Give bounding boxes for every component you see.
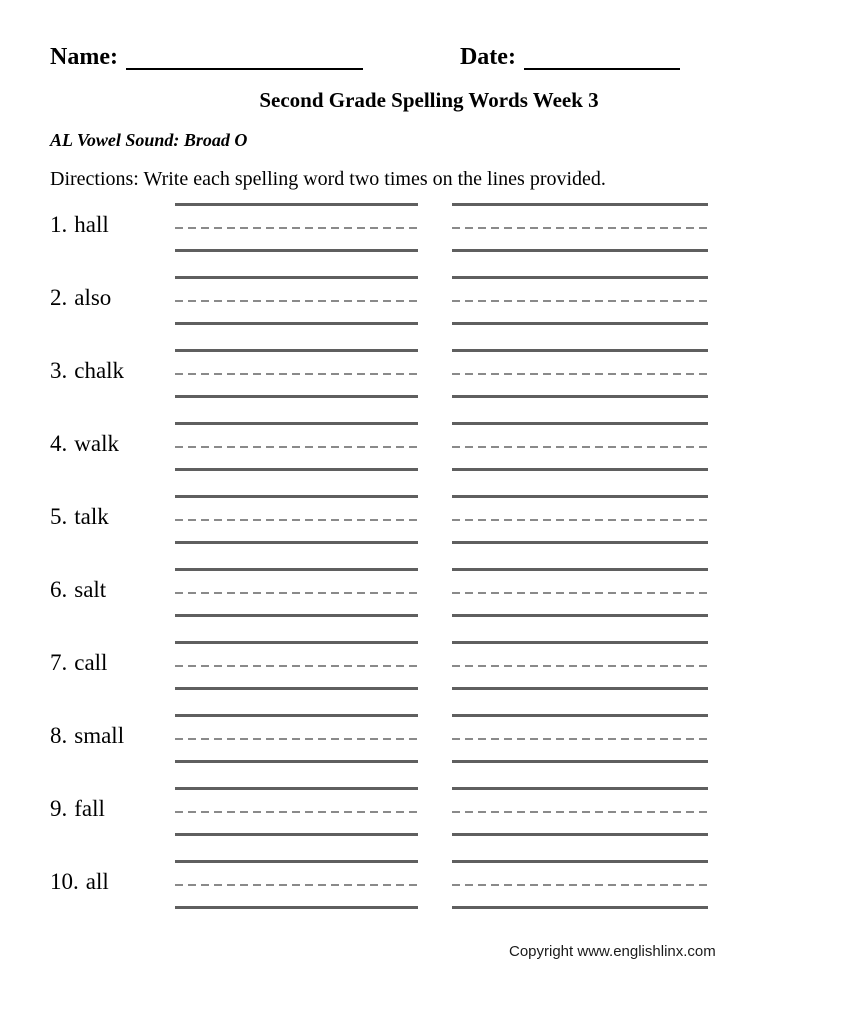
dashed-guide-line (175, 592, 418, 594)
solid-line-bottom (175, 687, 418, 690)
solid-line-top (452, 276, 708, 279)
word-label (50, 641, 175, 676)
word-number: 8. (50, 723, 68, 748)
solid-line-top (452, 349, 708, 352)
dashed-guide-line (452, 738, 708, 740)
solid-line-bottom (175, 614, 418, 617)
dashed-guide-line (452, 811, 708, 813)
writing-lines-left[interactable] (175, 714, 418, 763)
solid-line-top (175, 422, 418, 425)
word-text: talk (74, 504, 109, 529)
page-title: Second Grade Spelling Words Week 3 (259, 88, 599, 112)
dashed-guide-line (175, 373, 418, 375)
word-text: chalk (74, 358, 125, 383)
solid-line-top (452, 714, 708, 717)
word-row (50, 787, 810, 836)
solid-line-bottom (175, 249, 418, 252)
writing-lines-left[interactable] (175, 495, 418, 544)
word-row (50, 349, 810, 398)
solid-line-bottom (175, 833, 418, 836)
directions-text: Directions: Write each spelling word two times on the lines provided. (50, 168, 606, 190)
solid-line-bottom (452, 322, 708, 325)
word-row (50, 495, 810, 544)
solid-line-top (175, 203, 418, 206)
solid-line-bottom (175, 760, 418, 763)
dashed-guide-line (452, 446, 708, 448)
solid-line-top (175, 860, 418, 863)
solid-line-top (175, 714, 418, 717)
word-text: small (74, 723, 125, 748)
word-label (50, 422, 175, 457)
word-text: fall (74, 796, 105, 821)
writing-lines-right[interactable] (452, 276, 708, 325)
writing-lines-right[interactable] (452, 495, 708, 544)
dashed-guide-line (452, 300, 708, 302)
dashed-guide-line (175, 300, 418, 302)
lesson-subtitle: AL Vowel Sound: Broad O (50, 130, 248, 150)
date-label: Date: (459, 44, 516, 70)
writing-lines-right[interactable] (452, 349, 708, 398)
writing-lines-left[interactable] (175, 203, 418, 252)
word-list (50, 203, 810, 933)
dashed-guide-line (175, 227, 418, 229)
word-text: hall (74, 212, 109, 237)
word-row (50, 203, 810, 252)
dashed-guide-line (175, 519, 418, 521)
solid-line-top (175, 349, 418, 352)
word-number: 10. (50, 869, 79, 894)
date-field-group (460, 44, 680, 70)
word-label (50, 787, 175, 822)
word-row (50, 641, 810, 690)
word-text: walk (74, 431, 119, 456)
word-row (50, 860, 810, 909)
solid-line-bottom (452, 906, 708, 909)
word-number: 7. (50, 650, 68, 675)
solid-line-top (452, 568, 708, 571)
word-label (50, 276, 175, 311)
name-field-group (50, 44, 363, 70)
writing-lines-left[interactable] (175, 349, 418, 398)
writing-lines-right[interactable] (452, 787, 708, 836)
word-number: 4. (50, 431, 68, 456)
solid-line-bottom (452, 468, 708, 471)
word-text: also (74, 285, 112, 310)
solid-line-top (452, 203, 708, 206)
solid-line-top (452, 787, 708, 790)
word-label (50, 349, 175, 384)
word-label (50, 860, 175, 895)
word-number: 1. (50, 212, 68, 237)
word-number: 6. (50, 577, 68, 602)
solid-line-bottom (452, 541, 708, 544)
word-row (50, 276, 810, 325)
word-label (50, 495, 175, 530)
word-text: all (85, 869, 109, 894)
dashed-guide-line (175, 446, 418, 448)
solid-line-bottom (452, 614, 708, 617)
solid-line-bottom (175, 541, 418, 544)
writing-lines-right[interactable] (452, 714, 708, 763)
solid-line-bottom (452, 395, 708, 398)
dashed-guide-line (175, 811, 418, 813)
solid-line-top (175, 276, 418, 279)
word-label (50, 714, 175, 749)
writing-lines-left[interactable] (175, 787, 418, 836)
dashed-guide-line (452, 665, 708, 667)
word-number: 2. (50, 285, 68, 310)
writing-lines-right[interactable] (452, 203, 708, 252)
word-text: call (74, 650, 108, 675)
writing-lines-left[interactable] (175, 641, 418, 690)
word-number: 5. (50, 504, 68, 529)
writing-lines-left[interactable] (175, 860, 418, 909)
writing-lines-right[interactable] (452, 641, 708, 690)
word-label (50, 568, 175, 603)
word-text: salt (74, 577, 107, 602)
solid-line-top (452, 495, 708, 498)
writing-lines-left[interactable] (175, 276, 418, 325)
word-number: 3. (50, 358, 68, 383)
writing-lines-left[interactable] (175, 568, 418, 617)
name-label: Name: (50, 44, 118, 70)
dashed-guide-line (452, 519, 708, 521)
writing-lines-left[interactable] (175, 422, 418, 471)
solid-line-top (175, 495, 418, 498)
word-number: 9. (50, 796, 68, 821)
dashed-guide-line (452, 227, 708, 229)
copyright-text: Copyright www.englishlinx.com (509, 943, 716, 960)
writing-lines-right[interactable] (452, 422, 708, 471)
dashed-guide-line (175, 884, 418, 886)
solid-line-bottom (452, 833, 708, 836)
solid-line-bottom (175, 468, 418, 471)
date-blank-field[interactable] (524, 46, 680, 70)
word-row (50, 568, 810, 617)
solid-line-bottom (175, 906, 418, 909)
writing-lines-right[interactable] (452, 568, 708, 617)
solid-line-top (452, 860, 708, 863)
solid-line-top (452, 641, 708, 644)
dashed-guide-line (175, 738, 418, 740)
dashed-guide-line (452, 592, 708, 594)
dashed-guide-line (452, 373, 708, 375)
dashed-guide-line (175, 665, 418, 667)
solid-line-top (175, 787, 418, 790)
solid-line-bottom (452, 249, 708, 252)
solid-line-top (452, 422, 708, 425)
header-row (50, 44, 810, 70)
word-row (50, 714, 810, 763)
solid-line-bottom (452, 687, 708, 690)
solid-line-bottom (452, 760, 708, 763)
word-label (50, 203, 175, 238)
solid-line-top (175, 641, 418, 644)
word-row (50, 422, 810, 471)
name-blank-field[interactable] (126, 46, 363, 70)
dashed-guide-line (452, 884, 708, 886)
solid-line-top (175, 568, 418, 571)
solid-line-bottom (175, 322, 418, 325)
writing-lines-right[interactable] (452, 860, 708, 909)
solid-line-bottom (175, 395, 418, 398)
